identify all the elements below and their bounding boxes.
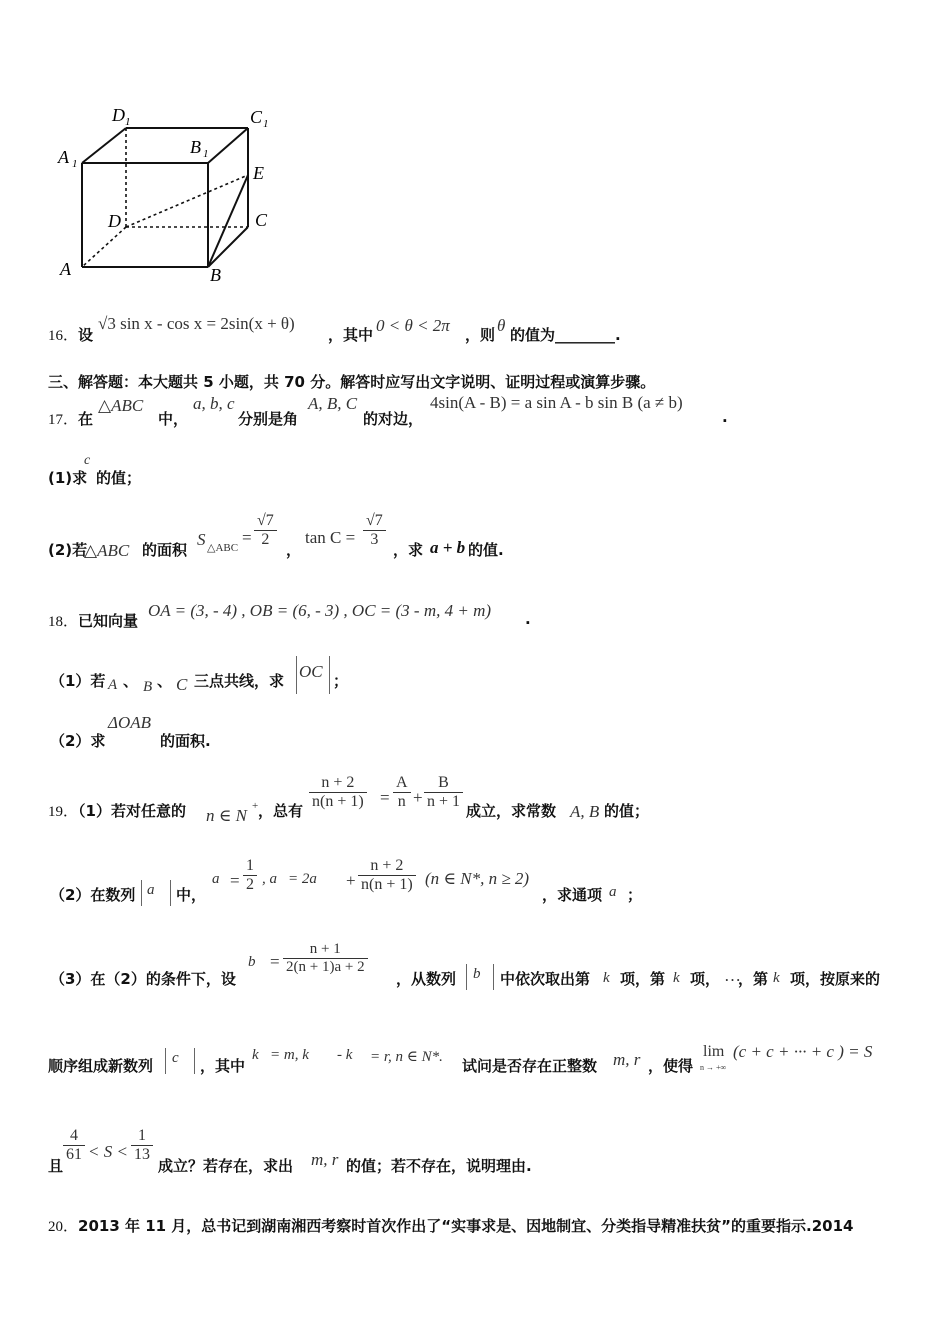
- q19-p2-end: ，求通项: [542, 886, 603, 904]
- q17-t3: 分别是角: [238, 410, 299, 428]
- label-D: D: [108, 211, 121, 231]
- q17-p2-ask: ，求: [393, 541, 424, 559]
- q19-p3-dots: …: [724, 966, 741, 985]
- q19-p1-end: 成立，求常数: [466, 802, 557, 820]
- q17-abc: a, b, c: [193, 394, 235, 413]
- q19-l3-frac1-top: 4: [70, 1127, 78, 1144]
- q17-t1: 在: [78, 410, 94, 428]
- label-C: C: [255, 210, 268, 230]
- q18-p2-pre: （2）求: [50, 732, 106, 750]
- q17-p2-frac2-bot: 3: [363, 530, 386, 549]
- label-B1-sub: 1: [203, 148, 209, 160]
- q19-p3-mid: ，从数列: [396, 970, 457, 988]
- q19-p3-eq: =: [270, 952, 280, 971]
- q19-l3-frac1: [63, 1127, 85, 1164]
- q19-p2-eq1: =: [230, 871, 240, 890]
- q19-l2-lim: lim: [703, 1043, 725, 1060]
- q17-dot: .: [722, 408, 728, 426]
- q18-p2-end: 的面积.: [160, 732, 211, 750]
- q20-number: 20．: [48, 1219, 79, 1235]
- q19-p1-star: +: [252, 800, 259, 812]
- q19-number: 19．: [48, 804, 79, 820]
- q16-theta: θ: [497, 316, 506, 335]
- q17-p2-pre: (2)若: [48, 541, 88, 559]
- q19-p2-frac-top: n + 2: [370, 857, 404, 874]
- q19-l3-frac1-bot: 61: [63, 1145, 85, 1164]
- q17-p2-ab: a + b: [430, 538, 466, 557]
- q17-p2-S-sub: △ABC: [207, 542, 239, 554]
- q19-p2-frac: [358, 857, 416, 894]
- q16-condition: 0 < θ < 2π: [376, 316, 450, 335]
- q17-p2-mid: 的面积: [142, 541, 188, 559]
- q18-p1-end: ；: [333, 672, 349, 690]
- q19-p2-mid: 中，: [176, 886, 207, 904]
- q19-p3-pre: （3）在（2）的条件下，设: [50, 970, 236, 988]
- q19-p2-a1: a: [212, 871, 220, 887]
- q18-vectors: OA = (3, - 4) , OB = (6, - 3) , OC = (3 - m, 4 + m): [148, 601, 492, 620]
- q19-p1-frac-left-top: n + 2: [321, 774, 355, 791]
- q17-p2-frac1-bot: 2: [254, 530, 277, 549]
- q19-p3-k2: k: [673, 970, 680, 986]
- q17-p2-triangle: △ABC: [84, 541, 130, 560]
- q19-p1-mid: ，总有: [258, 802, 304, 820]
- label-E: E: [253, 163, 264, 183]
- q19-p2-half: [243, 857, 257, 894]
- q19-p1-n: n ∈ N: [206, 806, 247, 825]
- q18-p1-C: C: [176, 675, 188, 694]
- q19-l2-make: ，使得: [648, 1057, 694, 1075]
- label-B: B: [210, 265, 221, 285]
- q17-t2: 中，: [158, 410, 189, 428]
- label-D1: D: [112, 105, 125, 125]
- q19-l3-frac2-top: 1: [138, 1127, 146, 1144]
- q19-l2-mid: ，其中: [200, 1057, 246, 1075]
- q19-l2-rest: = r, n ∈ N*.: [370, 1049, 443, 1065]
- q16-formula: √3 sin x - cos x = 2sin(x + θ): [98, 314, 295, 333]
- q19-l3-frac2: [131, 1127, 153, 1164]
- q19-p2-rec: , a: [262, 871, 277, 887]
- q19-l3-t2: 的值；若不存在，说明理由.: [346, 1157, 532, 1175]
- q17-p2-comma: ，: [286, 541, 302, 559]
- q19-p1-frac-A: [393, 774, 411, 811]
- q18-p1-sep1: 、: [123, 672, 139, 690]
- q19-p1-pre: （1）若对任意的: [78, 802, 186, 820]
- q20-text: 2013 年 11 月，总书记到湖南湘西考察时首次作出了“实事求是、因地制宜、分类指导精准扶贫”的重要指示.2014: [78, 1217, 854, 1235]
- q18-p1-sep2: 、: [157, 672, 173, 690]
- q19-p1-AB: A, B: [570, 802, 600, 821]
- label-A1: A: [58, 147, 69, 167]
- q18-p1-pre: （1）若: [50, 672, 106, 690]
- q18-dot: .: [525, 610, 531, 628]
- q18-p1-oc: OC: [299, 662, 323, 681]
- label-D1-sub: 1: [125, 116, 131, 128]
- q16-mid: ，其中: [328, 326, 374, 344]
- q19-line: [48, 800, 186, 821]
- q16-pre: 设: [78, 326, 94, 344]
- q19-l3-frac2-bot: 13: [131, 1145, 153, 1164]
- q16-line: [48, 324, 93, 345]
- q19-l2-braces: [165, 1048, 195, 1074]
- q17-triangle: △ABC: [98, 396, 144, 415]
- q17-p2-frac2-top: √7: [366, 512, 383, 529]
- q19-p3-bn: b: [473, 966, 481, 982]
- q19-p3-t1: 中依次取出第: [500, 970, 591, 988]
- q16-end: 的值为________.: [510, 326, 621, 344]
- q19-l2-mr: m, r: [613, 1050, 641, 1069]
- q19-p1-end2: 的值；: [604, 802, 650, 820]
- q19-p2-eq2: = 2a: [288, 871, 317, 887]
- q18-t1: 已知向量: [78, 612, 139, 630]
- q18-p1-B: B: [143, 679, 153, 695]
- q19-l2-pre: 顺序组成新数列: [48, 1057, 154, 1075]
- q19-p3-frac-bot: 2(n + 1)a + 2: [283, 958, 368, 976]
- q19-l2-sum: (c + c + ··· + c ) = S: [733, 1042, 873, 1061]
- q17-p1-post: 的值；: [96, 469, 142, 487]
- q19-p2-cond: (n ∈ N*, n ≥ 2): [425, 869, 530, 888]
- q19-p2-half-top: 1: [246, 857, 254, 874]
- label-A: A: [60, 259, 71, 279]
- q19-l2-limsub: n → +∞: [700, 1063, 727, 1072]
- section-3-header: 三、解答题：本大题共 5 小题，共 70 分。解答时应写出文字说明、证明过程或演算步骤。: [48, 373, 656, 391]
- q19-p3-t3: 项，: [690, 970, 721, 988]
- cuboid-figure: [50, 95, 290, 290]
- q16-post: ，则: [465, 326, 496, 344]
- q19-p3-t2: 项，第: [620, 970, 666, 988]
- q17-line: [48, 408, 93, 429]
- q19-p1-frac-left-bot: n(n + 1): [309, 792, 367, 811]
- q19-p2-an: a: [147, 882, 155, 898]
- q19-p2-plus: +: [346, 871, 356, 890]
- q17-p2-frac2: [363, 512, 386, 549]
- q19-l2-k: k: [252, 1047, 259, 1063]
- q19-p1-frac-A-bot: n: [393, 792, 411, 811]
- q19-p2-frac-bot: n(n + 1): [358, 875, 416, 894]
- q18-p2-triangle: ΔOAB: [108, 713, 152, 732]
- q17-part1: [48, 467, 87, 488]
- q19-p2-braces: [141, 880, 171, 906]
- q17-number: 17．: [48, 412, 79, 428]
- q19-p1-frac-B-top: B: [438, 774, 449, 791]
- label-C1-sub: 1: [263, 118, 269, 130]
- q19-l3-ineq: < S <: [88, 1142, 128, 1161]
- q17-p2-tan: tan C =: [305, 528, 356, 547]
- q19-p1-frac-left: [309, 774, 367, 811]
- q19-l2-ask: 试问是否存在正整数: [462, 1057, 598, 1075]
- q19-p2-end2: ；: [627, 886, 643, 904]
- q19-p3-t4: ，第: [738, 970, 769, 988]
- q19-l3-t1: 成立？若存在，求出: [158, 1157, 294, 1175]
- q17-p2-frac1-top: √7: [257, 512, 274, 529]
- q17-p2-frac1: [254, 512, 277, 549]
- q18-p1-A: A: [108, 677, 118, 693]
- q17-p1-pre: (1)求: [48, 469, 88, 487]
- q19-l2-cn: c: [172, 1050, 179, 1066]
- q18-p1-mid: 三点共线，求: [194, 672, 285, 690]
- q17-equation: 4sin(A - B) = a sin A - b sin B (a ≠ b): [430, 393, 683, 412]
- q19-l2-eq: = m, k: [270, 1047, 309, 1063]
- q17-p2-end: 的值.: [468, 541, 504, 559]
- q19-p3-kn: k: [773, 970, 780, 986]
- q19-p2-half-bot: 2: [243, 875, 257, 894]
- q20-line: [48, 1215, 853, 1236]
- q17-p2-eq: =: [242, 528, 252, 547]
- q17-t4: 的对边，: [363, 410, 424, 428]
- q19-p3-frac: [283, 941, 368, 976]
- q19-p1-frac-B: [424, 774, 463, 811]
- q16-number: 16．: [48, 328, 79, 344]
- q19-p3-b: b: [248, 954, 256, 970]
- q19-p2-pre: （2）在数列: [50, 886, 136, 904]
- q18-line: [48, 610, 138, 631]
- q19-p1-frac-A-top: A: [396, 774, 408, 791]
- label-A1-sub: 1: [72, 158, 78, 170]
- q19-l3-mr: m, r: [311, 1150, 339, 1169]
- q18-number: 18．: [48, 614, 79, 630]
- q19-p1-eq: =: [380, 788, 390, 807]
- q19-l2-minus: - k: [337, 1047, 353, 1063]
- label-B1: B: [190, 137, 201, 157]
- q19-l3-and: 且: [48, 1157, 64, 1175]
- q19-p1-plus: +: [413, 788, 423, 807]
- q19-p3-k1: k: [603, 970, 610, 986]
- q17-angles: A, B, C: [308, 394, 358, 413]
- q19-p2-an-target: a: [609, 884, 617, 900]
- q17-p1-var: c: [84, 453, 91, 468]
- q19-p1-frac-B-bot: n + 1: [424, 792, 463, 811]
- label-C1: C: [250, 107, 263, 127]
- q19-p3-frac-top: n + 1: [309, 941, 341, 957]
- q17-p2-S: S: [197, 530, 206, 549]
- q19-p3-t5: 项，按原来的: [790, 970, 881, 988]
